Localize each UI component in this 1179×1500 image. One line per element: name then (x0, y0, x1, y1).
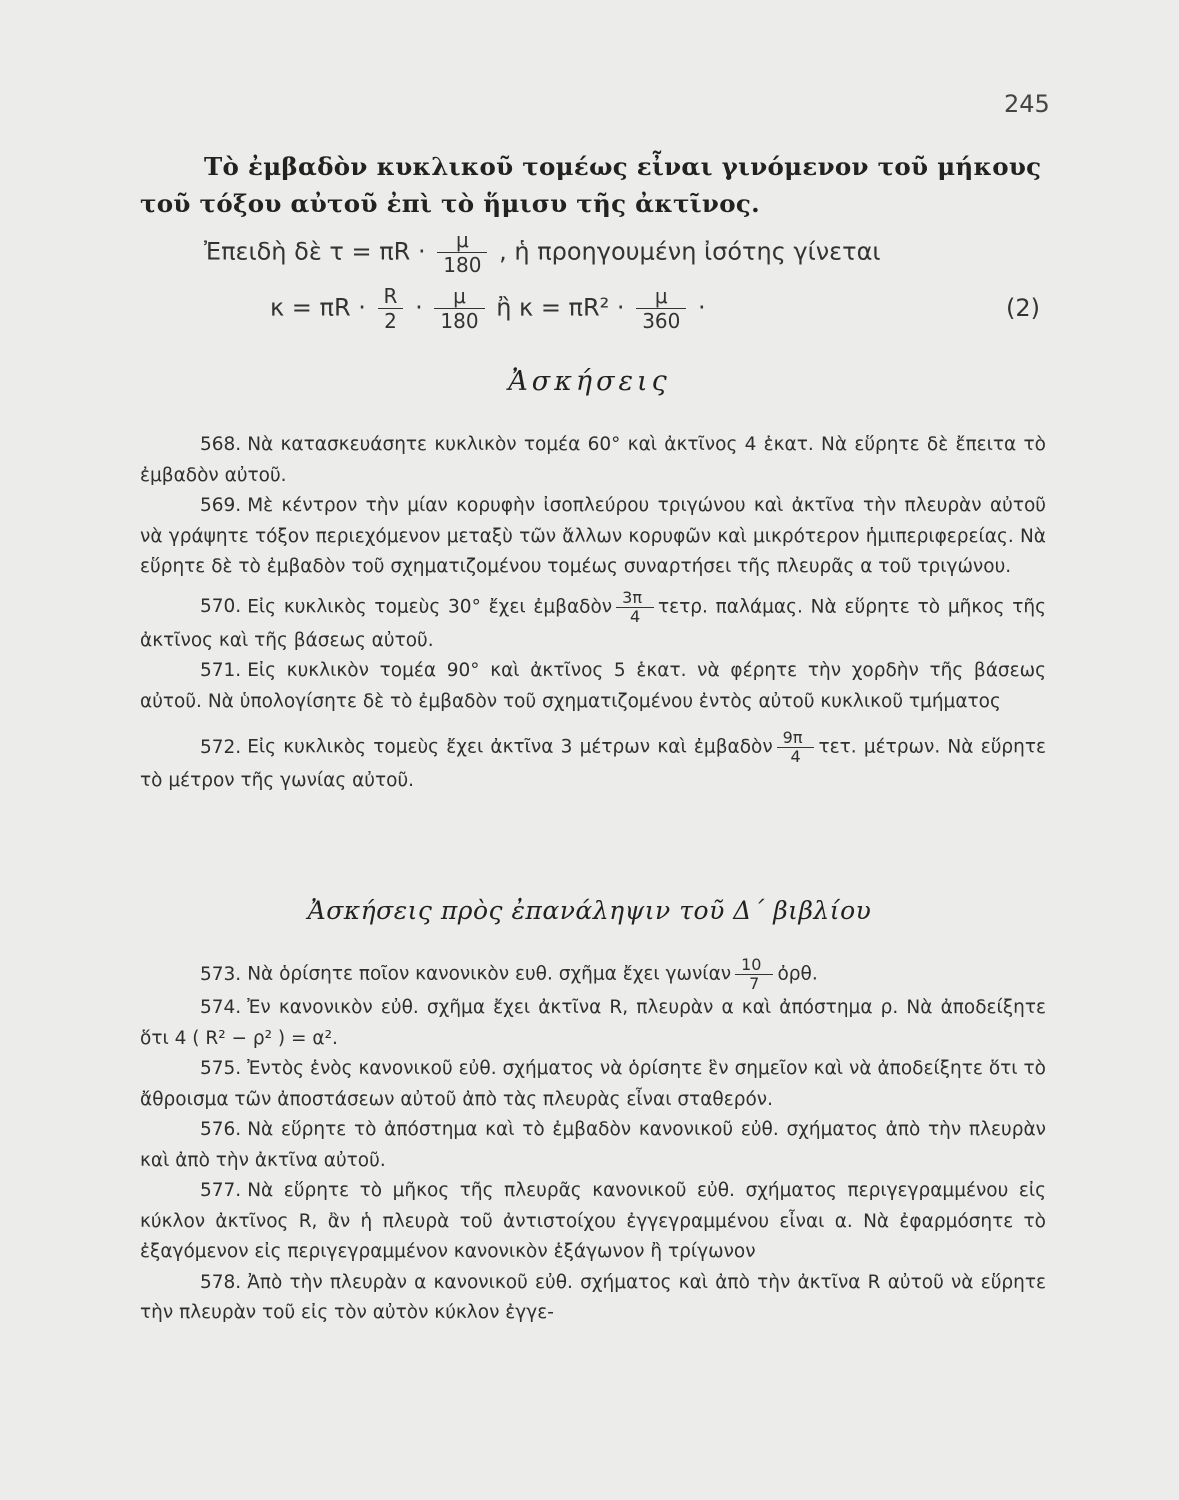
formula-1-suffix: , ἡ προηγουμένη ἰσότης γίνεται (499, 237, 881, 266)
fraction-10-7 (735, 956, 773, 993)
exercise-text: Ἀπὸ τὴν πλευρὰν α κανονικοῦ εὐθ. σχήματος καὶ ἀπὸ τὴν ἀκτῖνα R αὐτοῦ νὰ εὕρητε τὴν πλευρὰν τοῦ εἰς τὸν αὐτὸν κύκλον ἐγγε- (140, 1271, 1046, 1323)
fraction-numerator: 9π (782, 728, 803, 747)
exercise-number: 569. (200, 495, 242, 516)
exercise-number: 572. (200, 736, 242, 758)
exercise-text: Ἐντὸς ἑνὸς κανονικοῦ εὐθ. σχήματος νὰ ὁρίσητε ἓν σημεῖον καὶ νὰ ἀποδείξητε ὅτι τὸ ἄθροισμα τῶν ἀποστάσεων αὐτοῦ ἀπὸ τὰς πλευρὰς εἶναι σταθερόν. (140, 1058, 1046, 1110)
fraction-mu-180 (437, 228, 487, 277)
exercise-text: Εἰς κυκλικὸς τομεὺς ἔχει ἀκτῖνα 3 μέτρων καὶ ἐμβαδὸν (247, 736, 773, 758)
formula-2-end: · (698, 293, 706, 322)
exercise-575 (140, 1054, 1046, 1115)
page-number: 245 (1004, 90, 1050, 118)
fraction-numerator: μ (453, 284, 466, 308)
formula-2 (270, 284, 706, 333)
exercise-text: Νὰ κατασκευάσητε κυκλικὸν τομέα 60° καὶ ἀκτῖνος 4 ἑκατ. Νὰ εὕρητε δὲ ἔπειτα τὸ ἐμβαδὸν αὐτοῦ. (140, 434, 1046, 486)
exercise-text: Εἰς κυκλικὸς τομεὺς 30° ἔχει ἐμβαδὸν (247, 596, 613, 617)
exercise-text: Νὰ εὕρητε τὸ ἀπόστημα καὶ τὸ ἐμβαδὸν κανονικοῦ εὐθ. σχήματος ἀπὸ τὴν πλευρὰν καὶ ἀπὸ τὴν ἀκτῖνα αὐτοῦ. (140, 1119, 1046, 1171)
formula-2-dot: · (415, 293, 423, 322)
fraction-3pi-4 (616, 589, 654, 626)
formula-1 (204, 228, 881, 277)
exercise-572 (140, 729, 1046, 797)
fraction-denominator: 360 (636, 308, 686, 333)
fraction-9pi-4 (777, 729, 815, 766)
exercise-number: 575. (200, 1058, 242, 1079)
exercise-number: 574. (200, 997, 242, 1018)
fraction-denominator: 4 (616, 607, 654, 626)
exercise-number: 576. (200, 1119, 242, 1140)
exercise-568 (140, 430, 1046, 491)
exercise-text: τετρ. παλάμας. Νὰ εὕρητε τὸ μῆκος τῆς ἀκτῖνος καὶ τῆς βάσεως αὐτοῦ. (140, 596, 1046, 651)
fraction-numerator: 3π (622, 587, 642, 607)
exercise-571 (140, 656, 1046, 717)
section-title-review-exercises: Ἀσκήσεις πρὸς ἐπανάληψιν τοῦ Δ΄ βιβλίου (307, 896, 872, 925)
theorem-statement (140, 148, 1050, 222)
exercise-text: Μὲ κέντρον τὴν μίαν κορυφὴν ἰσοπλεύρου τριγώνου καὶ ἀκτῖνα τὴν πλευρὰν αὐτοῦ νὰ γράψητε τόξον περιεχόμενον μεταξὺ τῶν ἄλλων κορυφῶν καὶ μικρότερον ἡμιπεριφερείας. Νὰ εὕρητε δὲ τὸ ἐμβαδὸν τοῦ σχηματιζομένου τομέως συναρτήσει τῆς πλευρᾶς α τοῦ τριγώνου. (140, 495, 1046, 577)
exercise-text: Νὰ εὕρητε τὸ μῆκος τῆς πλευρᾶς κανονικοῦ εὐθ. σχήματος περιγεγραμμένου εἰς κύκλον ἀκτῖνος R, ἂν ἡ πλευρὰ τοῦ ἀντιστοίχου ἐγγεγραμμένου εἶναι α. Νὰ ἐφαρμόσητε τὸ ἐξαγόμενον εἰς περιγεγραμμένον κανονικὸν ἑξάγωνον ἢ τρίγωνον (140, 1180, 1046, 1262)
fraction-numerator: μ (654, 284, 668, 308)
exercises-block-2 (140, 956, 1046, 1329)
theorem-line-2: τοῦ τόξου αὐτοῦ ἐπὶ τὸ ἥμισυ τῆς ἀκτῖνος. (140, 189, 760, 218)
fraction-denominator: 4 (777, 747, 815, 766)
exercise-text: Εἰς κυκλικὸν τομέα 90° καὶ ἀκτῖνος 5 ἑκατ. νὰ φέρητε τὴν χορδὴν τῆς βάσεως αὐτοῦ. Νὰ ὑπολογίσητε δὲ τὸ ἐμβαδὸν τοῦ σχηματιζομένου ἐντὸς αὐτοῦ κυκλικοῦ τμήματος (140, 660, 1046, 712)
exercises-block-1 (140, 430, 1046, 797)
theorem-line-1: Τὸ ἐμβαδὸν κυκλικοῦ τομέως εἶναι γινόμενον τοῦ μήκους (204, 152, 1042, 181)
exercise-number: 570. (200, 596, 242, 617)
equation-label: (2) (1006, 294, 1040, 322)
exercise-576 (140, 1115, 1046, 1176)
exercise-number: 571. (200, 660, 242, 681)
fraction-denominator: 2 (378, 308, 404, 333)
formula-1-prefix: Ἐπειδὴ δὲ τ = πR · (204, 237, 426, 266)
fraction-denominator: 7 (735, 974, 773, 993)
section-title-exercises: Ἀσκήσεις (508, 366, 671, 397)
exercise-573 (140, 956, 1046, 993)
exercise-text: τετ. μέτρων. Νὰ εὕρητε τὸ μέτρον τῆς γωνίας αὐτοῦ. (140, 736, 1046, 791)
exercise-number: 568. (200, 434, 242, 455)
exercise-number: 577. (200, 1180, 242, 1201)
exercise-569 (140, 491, 1046, 583)
fraction-mu-360 (636, 284, 686, 333)
fraction-denominator: 180 (434, 308, 484, 333)
fraction-numerator: R (383, 284, 398, 308)
exercise-text: Νὰ ὁρίσητε ποῖον κανονικὸν ευθ. σχῆμα ἔχει γωνίαν (247, 963, 732, 985)
formula-2-middle: ἢ κ = πR² · (496, 293, 625, 322)
fraction-numerator: 10 (741, 955, 762, 974)
exercise-570 (140, 589, 1046, 657)
fraction-denominator: 180 (437, 252, 487, 277)
exercise-number: 578. (200, 1271, 242, 1293)
fraction-numerator: μ (455, 228, 469, 252)
formula-2-part1: κ = πR · (270, 293, 366, 322)
exercise-number: 573. (200, 963, 242, 985)
exercise-574 (140, 993, 1046, 1054)
exercise-577 (140, 1176, 1046, 1268)
exercise-text: ὀρθ. (777, 963, 818, 985)
exercise-text: Ἐν κανονικὸν εὐθ. σχῆμα ἔχει ἀκτῖνα R, πλευρὰν α καὶ ἀπόστημα ρ. Νὰ ἀποδείξητε ὅτι 4 ( R² − ρ² ) = α². (140, 997, 1046, 1049)
exercise-578 (140, 1268, 1046, 1329)
fraction-r-2 (378, 284, 404, 333)
fraction-mu-180 (434, 284, 484, 333)
